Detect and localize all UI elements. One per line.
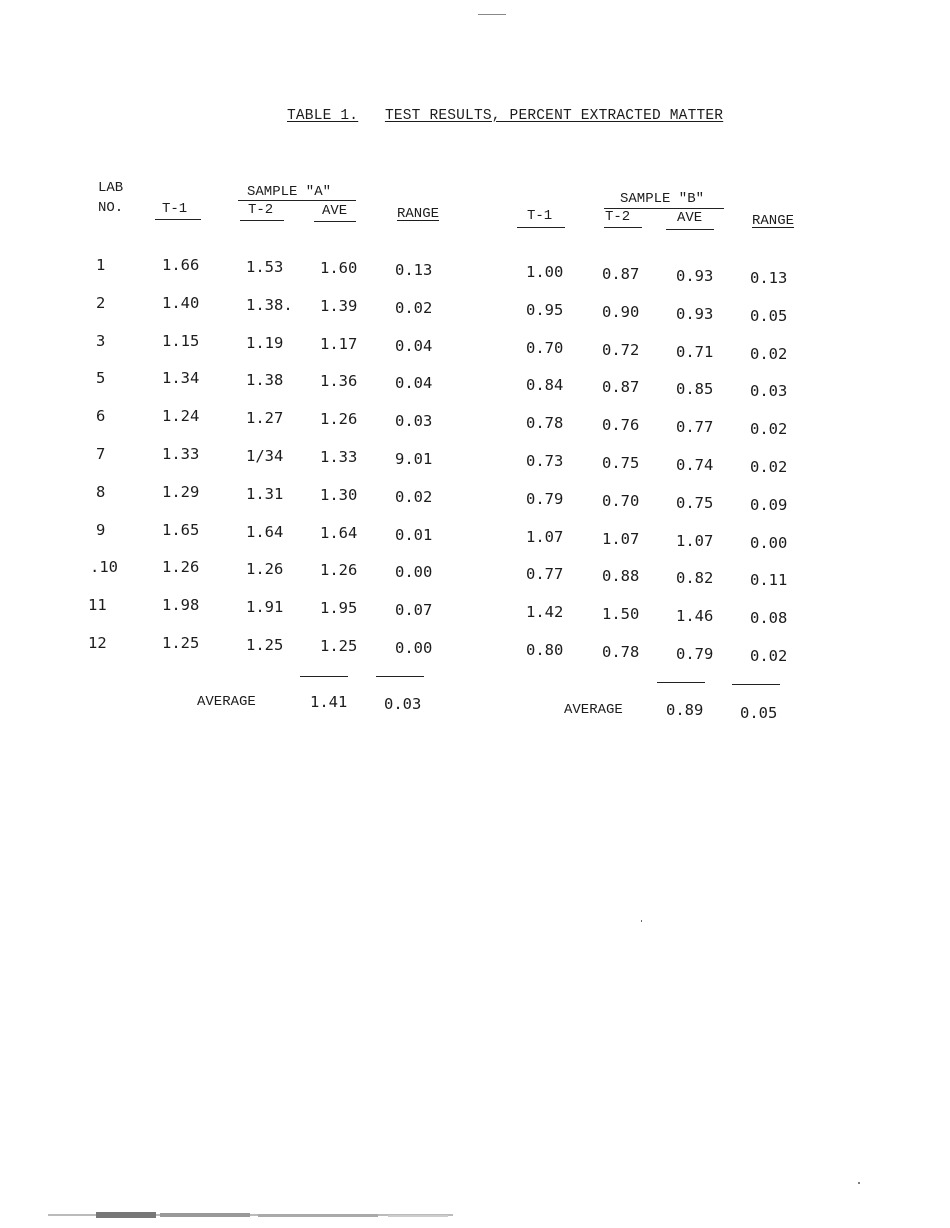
value-cell-a-ave: 1.33 [320,448,358,466]
value-cell-a-t1: 1.66 [162,256,200,274]
lab-number-cell: 5 [96,369,106,388]
value-cell-b-t2: 0.70 [602,491,640,510]
value-cell-a-t1: 1.65 [162,520,200,539]
value-cell-b-t1: 0.80 [526,641,564,659]
value-cell-b-range: 0.02 [750,647,788,665]
header-b-range: RANGE [752,213,795,229]
value-cell-b-t1: 0.70 [526,338,564,357]
value-cell-b-t2: 0.76 [602,416,640,435]
value-cell-a-t2: 1.31 [246,484,284,503]
value-cell-b-range: 0.02 [750,458,788,476]
value-cell-a-t1: 1.34 [162,369,200,388]
value-cell-a-range: 0.00 [395,639,433,657]
value-cell-a-t2: 1/34 [246,447,284,465]
value-cell-a-t2: 1.25 [246,636,284,654]
value-cell-b-ave: 1.46 [676,607,714,626]
header-a-t1: T-1 [162,201,188,217]
value-cell-b-t2: 0.75 [602,454,640,472]
value-cell-a-t1: 1.40 [162,293,200,312]
value-cell-a-range: 0.01 [395,525,433,544]
header-sample-a: SAMPLE "A" [247,184,332,200]
value-cell-a-ave: 1.95 [320,599,358,618]
value-cell-a-ave: 1.30 [320,485,358,504]
average-a-ave: 1.41 [310,693,348,711]
value-cell-a-t2: 1.53 [246,258,284,276]
header-a-ave: AVE [322,203,348,219]
value-cell-a-t2: 1.91 [246,598,284,617]
value-cell-a-ave: 1.39 [320,296,358,315]
average-b-ave: 0.89 [666,701,704,719]
value-cell-a-t1: 1.24 [162,407,200,426]
value-cell-a-range: 0.04 [395,336,433,355]
sum-line-a-ave [300,676,348,677]
header-a-range: RANGE [397,206,440,222]
value-cell-b-ave: 0.79 [676,645,714,663]
value-cell-b-ave: 1.07 [676,531,714,550]
lab-number-cell: 9 [96,520,106,539]
lab-number-cell: 6 [96,407,106,426]
value-cell-b-ave: 0.75 [676,493,714,512]
header-lab-top: LAB [98,180,124,196]
lab-number-cell: .10 [90,558,118,577]
value-cell-a-t1: 1.33 [162,445,200,463]
value-cell-b-range: 0.02 [750,344,788,363]
value-cell-b-range: 0.13 [750,269,788,287]
header-lab-bottom: NO. [98,200,124,216]
value-cell-a-t2: 1.19 [246,333,284,352]
lab-number-cell: 7 [96,445,106,463]
value-cell-b-t2: 1.50 [602,605,640,624]
value-cell-a-t1: 1.26 [162,558,200,577]
value-cell-a-ave: 1.17 [320,334,358,353]
value-cell-b-ave: 0.85 [676,380,714,399]
value-cell-b-range: 0.00 [750,533,788,552]
value-cell-a-range: 0.03 [395,412,433,431]
value-cell-a-t1: 1.29 [162,482,200,501]
value-cell-b-t2: 1.07 [602,529,640,548]
lab-number-cell: 1 [96,256,106,274]
value-cell-a-t2: 1.27 [246,409,284,428]
value-cell-a-range: 9.01 [395,450,433,468]
value-cell-a-range: 0.00 [395,563,433,582]
underline-a-ave [314,221,356,222]
value-cell-b-t1: 1.42 [526,603,564,622]
value-cell-b-ave: 0.93 [676,304,714,323]
value-cell-b-t2: 0.87 [602,265,640,283]
underline-b-t1 [517,227,565,228]
value-cell-a-t1: 1.98 [162,596,200,615]
scan-artifact-strip [48,1210,453,1222]
value-cell-a-ave: 1.64 [320,523,358,542]
sum-line-b-range [732,684,780,685]
header-b-t1: T-1 [527,208,553,224]
value-cell-a-ave: 1.25 [320,637,358,655]
scan-speck [641,920,642,922]
value-cell-b-t2: 0.88 [602,567,640,586]
value-cell-b-t1: 0.95 [526,300,564,319]
header-b-ave: AVE [677,210,703,226]
value-cell-b-ave: 0.71 [676,342,714,361]
scan-speck [858,1182,860,1184]
value-cell-b-range: 0.09 [750,495,788,514]
value-cell-a-range: 0.13 [395,261,433,279]
lab-number-cell: 12 [88,634,107,652]
value-cell-b-ave: 0.77 [676,418,714,437]
value-cell-b-t1: 0.77 [526,565,564,584]
value-cell-a-ave: 1.60 [320,259,358,277]
value-cell-b-t1: 0.84 [526,376,564,395]
value-cell-b-t2: 0.87 [602,378,640,397]
lab-number-cell: 3 [96,331,106,350]
sum-line-b-ave [657,682,705,683]
average-label-b: AVERAGE [564,702,623,718]
lab-number-cell: 8 [96,482,106,501]
top-mark [478,14,506,15]
value-cell-b-t1: 0.79 [526,489,564,508]
lab-number-cell: 11 [88,596,107,615]
value-cell-b-ave: 0.93 [676,267,714,285]
value-cell-b-range: 0.02 [750,420,788,439]
value-cell-a-range: 0.02 [395,487,433,506]
underline-b-ave [666,229,714,230]
value-cell-a-t1: 1.15 [162,331,200,350]
average-a-range: 0.03 [384,695,422,713]
value-cell-a-ave: 1.36 [320,372,358,391]
value-cell-b-t1: 1.07 [526,527,564,546]
sum-line-a-range [376,676,424,677]
underline-a-t2 [240,220,284,221]
value-cell-b-t1: 1.00 [526,263,564,281]
value-cell-b-range: 0.11 [750,571,788,590]
value-cell-a-range: 0.02 [395,298,433,317]
value-cell-a-t1: 1.25 [162,634,200,652]
underline-b-t2 [604,227,642,228]
table-number: TABLE 1. [287,108,359,124]
value-cell-b-t1: 0.73 [526,452,564,470]
value-cell-a-ave: 1.26 [320,410,358,429]
value-cell-b-range: 0.03 [750,382,788,401]
value-cell-b-ave: 0.82 [676,569,714,588]
header-sample-b: SAMPLE "B" [620,191,705,207]
header-b-t2: T-2 [605,209,631,225]
value-cell-b-t2: 0.78 [602,643,640,661]
table-caption: TEST RESULTS, PERCENT EXTRACTED MATTER [384,108,724,124]
value-cell-a-ave: 1.26 [320,561,358,580]
value-cell-b-range: 0.05 [750,306,788,325]
value-cell-a-range: 0.07 [395,601,433,620]
table-title [287,108,723,124]
value-cell-a-range: 0.04 [395,374,433,393]
value-cell-b-t2: 0.90 [602,302,640,321]
average-label-a: AVERAGE [197,694,256,710]
value-cell-a-t2: 1.38 [246,371,284,390]
value-cell-b-t1: 0.78 [526,414,564,433]
value-cell-a-t2: 1.38. [246,295,293,314]
value-cell-b-ave: 0.74 [676,456,714,474]
underline-a-t1 [155,219,201,220]
value-cell-a-t2: 1.64 [246,522,284,541]
lab-number-cell: 2 [96,293,106,312]
value-cell-a-t2: 1.26 [246,560,284,579]
header-a-t2: T-2 [248,202,274,218]
average-b-range: 0.05 [740,704,778,722]
value-cell-b-range: 0.08 [750,609,788,628]
value-cell-b-t2: 0.72 [602,340,640,359]
